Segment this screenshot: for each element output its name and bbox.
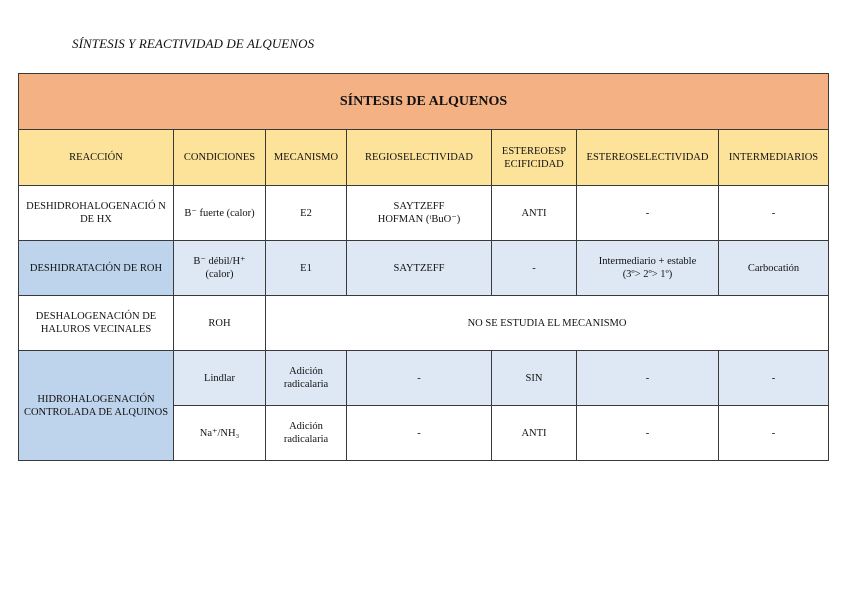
cell-regioselectivity: - <box>347 406 492 461</box>
column-header-reaction: REACCIÓN <box>19 130 174 186</box>
cell-regioselectivity: SAYTZEFF <box>347 241 492 296</box>
regio-line-1: SAYTZEFF <box>393 201 445 212</box>
cell-conditions: Lindlar <box>174 351 266 406</box>
regio-line-2: HOFMAN (ᵗBuO⁻) <box>377 214 461 225</box>
cell-stereospecificity: ANTI <box>492 186 577 241</box>
cell-conditions: B⁻ fuerte (calor) <box>174 186 266 241</box>
table-row <box>19 241 829 296</box>
cell-regioselectivity: - <box>347 351 492 406</box>
stereoselectivity-line-2: (3º> 2º> 1º) <box>622 269 673 280</box>
cell-conditions: ROH <box>174 296 266 351</box>
synthesis-table <box>18 73 829 461</box>
cell-reaction: DESHIDRATACIÓN DE ROH <box>19 241 174 296</box>
cell-stereoselectivity: - <box>577 351 719 406</box>
cell-mechanism: Adición radicalaria <box>266 406 347 461</box>
cell-intermediates: - <box>719 351 829 406</box>
cell-mechanism: Adición radicalaria <box>266 351 347 406</box>
document-title: SÍNTESIS Y REACTIVIDAD DE ALQUENOS <box>72 36 315 51</box>
cell-stereoselectivity: - <box>577 186 719 241</box>
cell-merged-note: NO SE ESTUDIA EL MECANISMO <box>266 296 829 351</box>
cell-stereospecificity: - <box>492 241 577 296</box>
column-header-conditions: CONDICIONES <box>174 130 266 186</box>
cell-stereospecificity: SIN <box>492 351 577 406</box>
cell-intermediates: Carbocatión <box>719 241 829 296</box>
cell-reaction: DESHIDROHALOGENACIÓ N DE HX <box>19 186 174 241</box>
column-header-regioselectivity: REGIOSELECTIVIDAD <box>347 130 492 186</box>
cell-intermediates: - <box>719 406 829 461</box>
column-header-stereospecificity: ESTEREOESP ECIFICIDAD <box>492 130 577 186</box>
cell-regioselectivity <box>347 186 492 241</box>
cell-intermediates: - <box>719 186 829 241</box>
stereoselectivity-line-1: Intermediario + estable <box>598 256 697 267</box>
cell-reaction: HIDROHALOGENACIÓN CONTROLADA DE ALQUINOS <box>19 351 174 461</box>
column-header-stereoselectivity: ESTEREOSELECTIVIDAD <box>577 130 719 186</box>
cell-mechanism: E1 <box>266 241 347 296</box>
table-row <box>19 186 829 241</box>
cell-reaction: DESHALOGENACIÓN DE HALUROS VECINALES <box>19 296 174 351</box>
cell-stereospecificity: ANTI <box>492 406 577 461</box>
table-heading: SÍNTESIS DE ALQUENOS <box>19 74 829 130</box>
conditions-line-1: B⁻ débil/H⁺ <box>193 256 246 267</box>
column-header-mechanism: MECANISMO <box>266 130 347 186</box>
cell-conditions: Na⁺/NH₃ <box>174 406 266 461</box>
cell-stereoselectivity <box>577 241 719 296</box>
table-row <box>19 351 829 406</box>
cell-conditions <box>174 241 266 296</box>
conditions-line-2: (calor) <box>205 269 234 280</box>
column-header-intermediates: INTERMEDIARIOS <box>719 130 829 186</box>
table-heading-row <box>19 74 829 130</box>
table-row <box>19 296 829 351</box>
cell-stereoselectivity: - <box>577 406 719 461</box>
cell-mechanism: E2 <box>266 186 347 241</box>
column-header-row <box>19 130 829 186</box>
